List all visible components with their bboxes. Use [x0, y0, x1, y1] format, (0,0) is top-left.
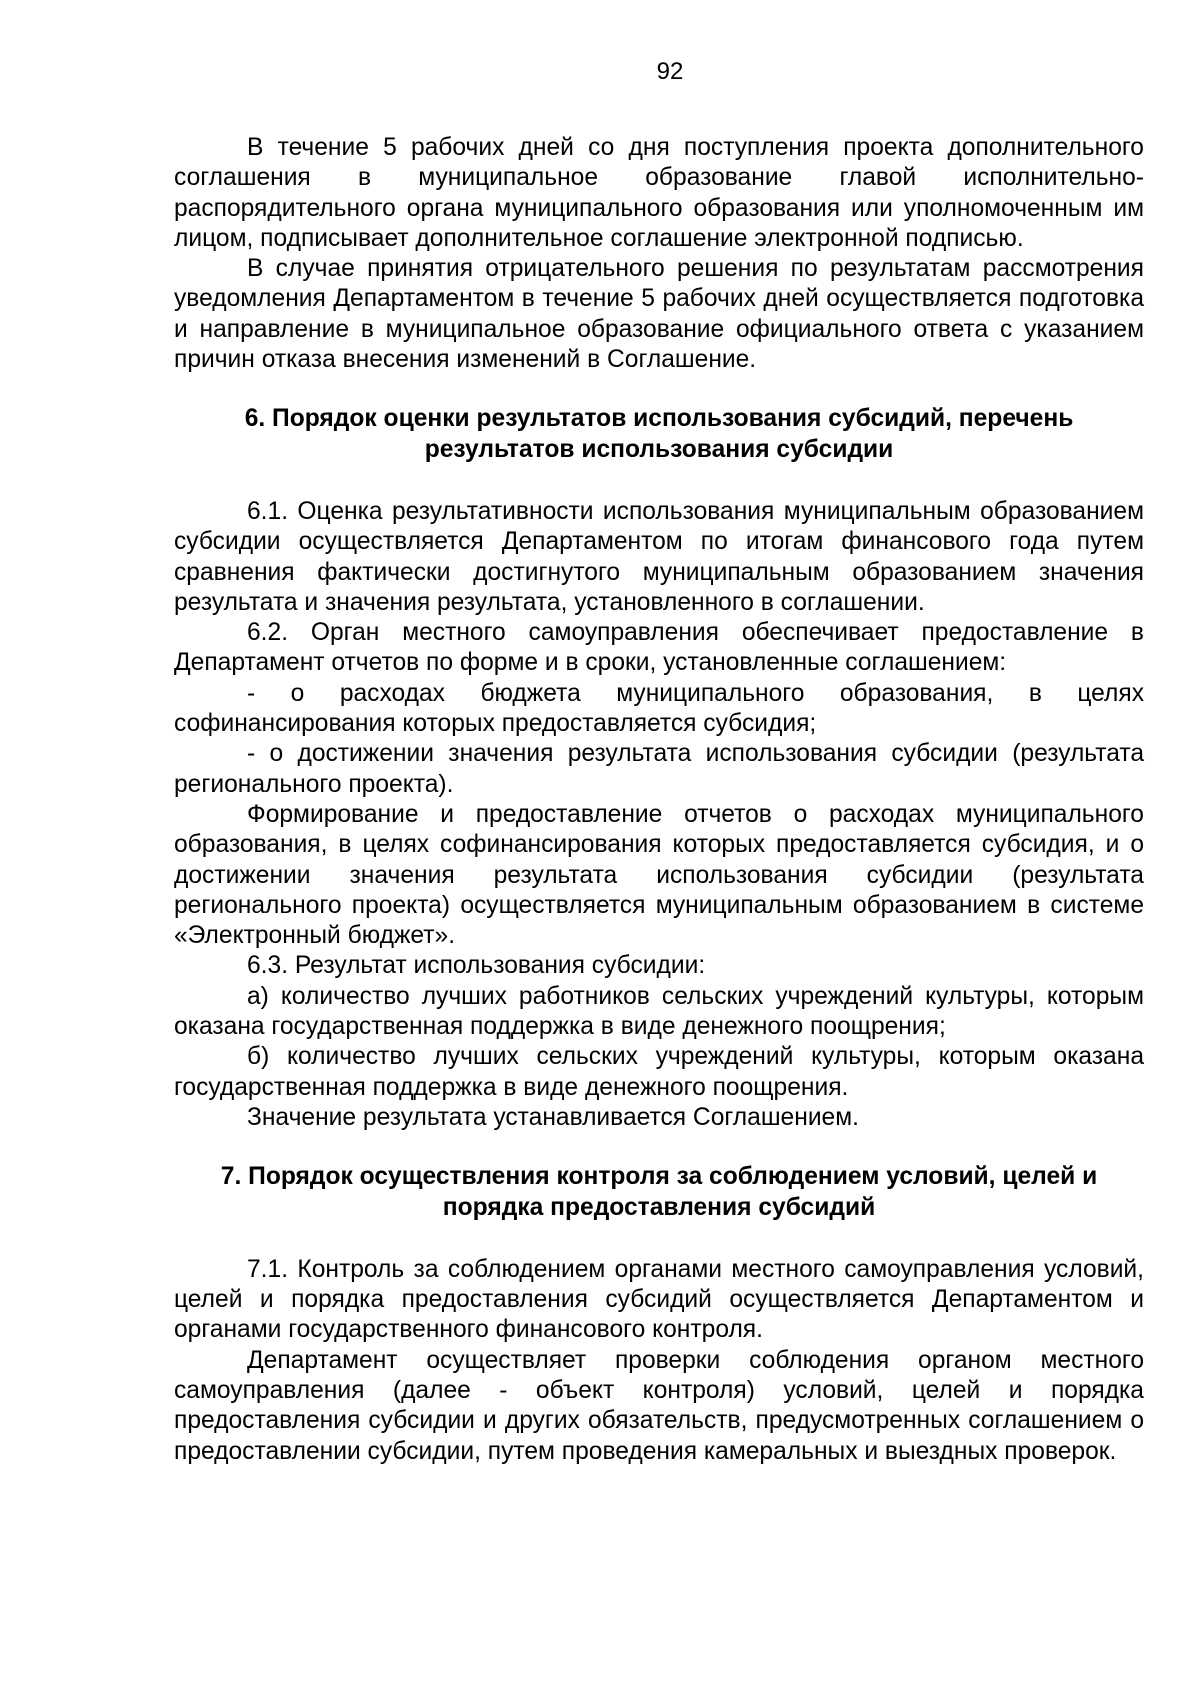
paragraph-6-1: 6.1. Оценка результативности использования муниципальным образованием субсидии осуществляется Департаментом по итогам финансового года путем сравнения фактически достигнутого муниципальным образованием значения результата и значения результата, установленного в соглашении. — [174, 497, 1144, 616]
section-7-heading-line-1: 7. Порядок осуществления контроля за соблюдением условий, целей и — [220, 1163, 1098, 1191]
list-item: - о достижении значения результата использования субсидии (результата регионального проекта). — [174, 740, 1144, 798]
paragraph: Департамент осуществляет проверки соблюдения органом местного самоуправления (далее - объект контроля) условий, целей и порядка предоставления субсидии и других обязательств, предусмотренных соглашением о предоставлении субсидии, путем проведения камеральных и выездных проверок. — [174, 1346, 1144, 1465]
paragraph-6-2: 6.2. Орган местного самоуправления обеспечивает предоставление в Департамент отчетов по форме и в сроки, установленные соглашением: — [174, 619, 1144, 677]
paragraph: В случае принятия отрицательного решения по результатам рассмотрения уведомления Департаментом в течение 5 рабочих дней осуществляется подготовка и направление в муниципальное образование официального ответа с указанием причин отказа внесения изменений в Соглашение. — [174, 255, 1144, 374]
paragraph-7-1: 7.1. Контроль за соблюдением органами местного самоуправления условий, целей и порядка предоставления субсидий осуществляется Департаментом и органами государственного финансового контроля. — [174, 1255, 1144, 1344]
section-6-heading — [174, 404, 1144, 465]
paragraph: Значение результата устанавливается Соглашением. — [247, 1103, 859, 1131]
section-7-heading — [174, 1162, 1144, 1223]
paragraph: В течение 5 рабочих дней со дня поступления проекта дополнительного соглашения в муниципальное образование главой исполнительно-распорядительного органа муниципального образования или уполномоченным им лицом, подписывает дополнительное соглашение электронной подписью. — [174, 134, 1144, 252]
section-6-heading-line-1: 6. Порядок оценки результатов использования субсидий, перечень — [244, 405, 1074, 433]
paragraph-6-3: 6.3. Результат использования субсидии: — [247, 952, 706, 980]
paragraph: Формирование и предоставление отчетов о расходах муниципального образования, в целях софинансирования которых предоставляется субсидия, и о достижении значения результата использования субсидии (результата регионального проекта) осуществляется муниципальным образованием в системе «Электронный бюджет». — [174, 800, 1144, 950]
list-item: а) количество лучших работников сельских учреждений культуры, которым оказана государственная поддержка в виде денежного поощрения; — [174, 982, 1144, 1041]
document-body — [174, 133, 1144, 1467]
list-item: - о расходах бюджета муниципального образования, в целях софинансирования которых предоставляется субсидия; — [174, 679, 1144, 738]
list-item: б) количество лучших сельских учреждений культуры, которым оказана государственная поддержка в виде денежного поощрения. — [174, 1043, 1144, 1101]
section-6-heading-line-2: результатов использования субсидии — [424, 435, 894, 463]
page-number: 92 — [656, 58, 684, 85]
section-7-heading-line-2: порядка предоставления субсидий — [442, 1193, 876, 1221]
